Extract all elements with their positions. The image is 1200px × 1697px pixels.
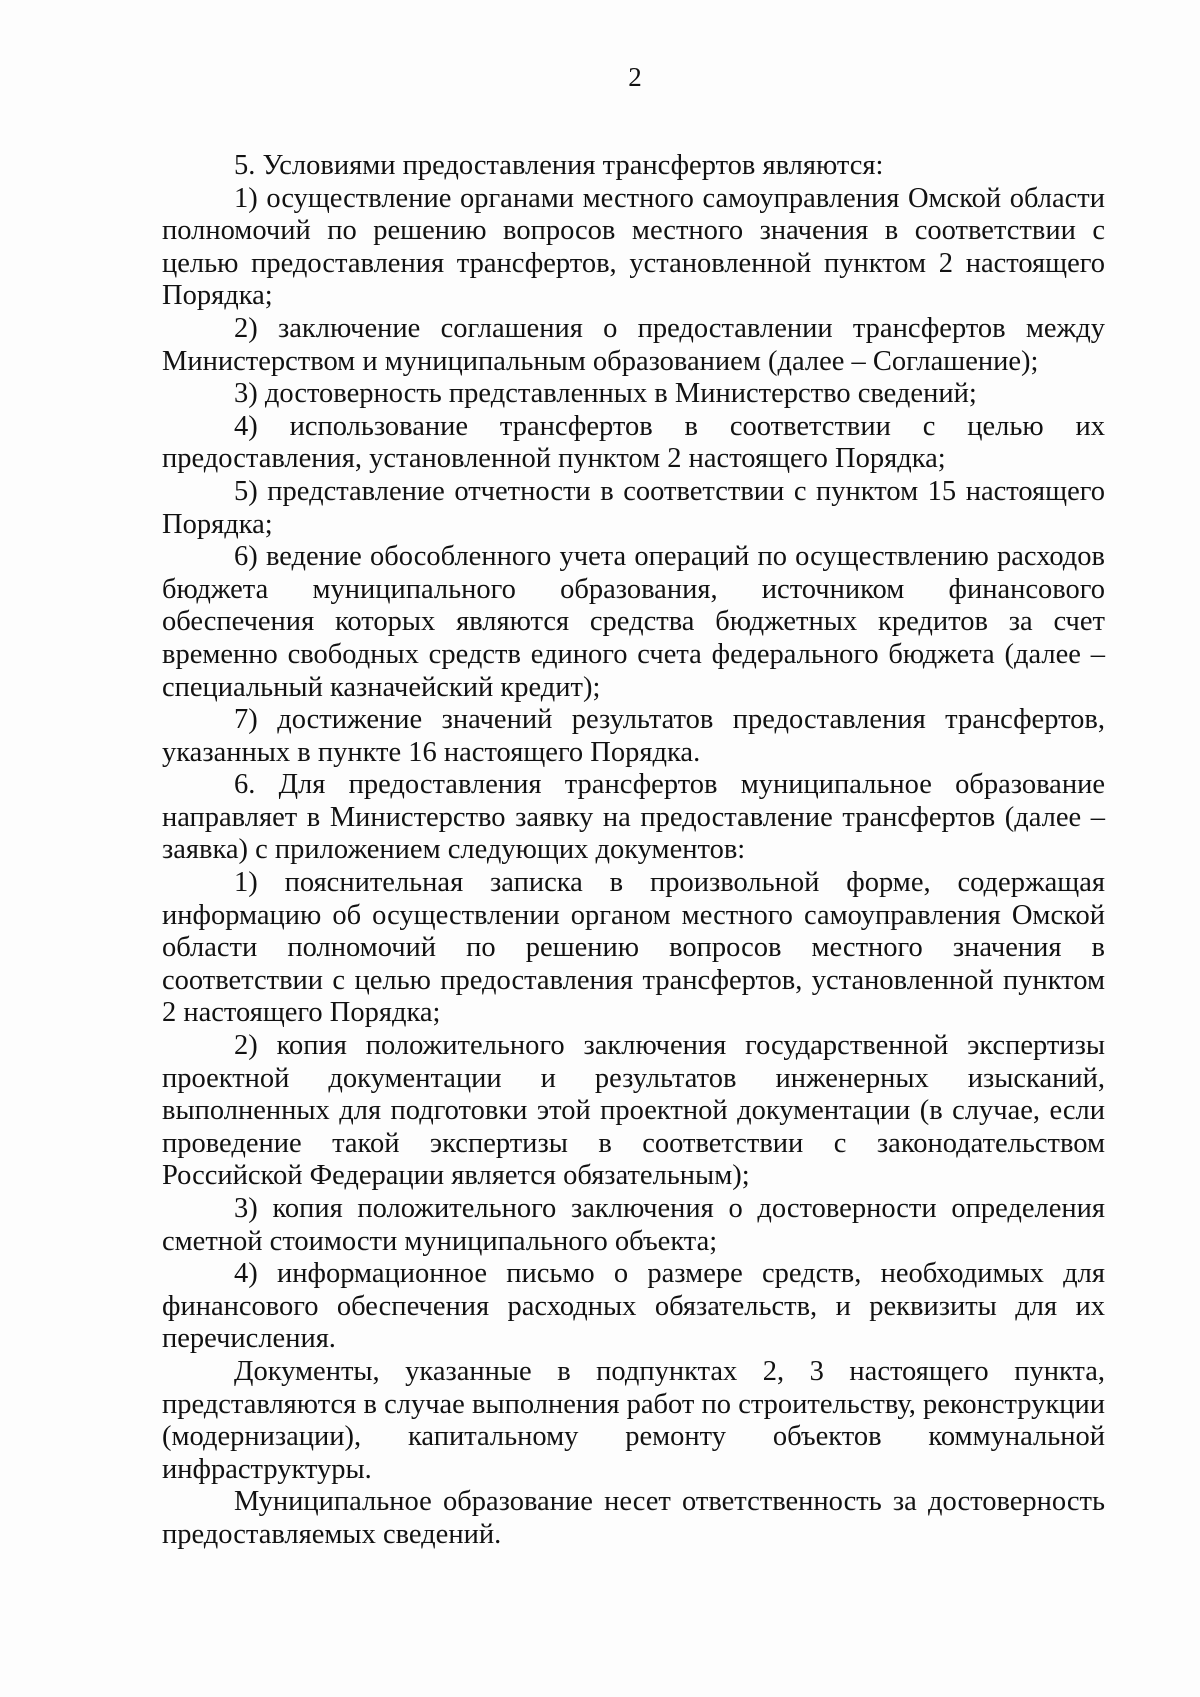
paragraph-5-item-5: 5) представление отчетности в соответствии с пунктом 15 настоящего Порядка;: [162, 475, 1105, 540]
paragraph-5-heading: 5. Условиями предоставления трансфертов являются:: [234, 150, 884, 181]
paragraph-5-item-2: 2) заключение соглашения о предоставлении трансфертов между Министерством и муниципальным образованием (далее – Соглашение);: [162, 312, 1105, 377]
paragraph-6-item-4: 4) информационное письмо о размере средств, необходимых для финансового обеспечения расходных обязательств, и реквизиты для их перечисления.: [162, 1258, 1105, 1355]
paragraph-5-item-7: 7) достижение значений результатов предоставления трансфертов, указанных в пункте 16 настоящего Порядка.: [162, 704, 1105, 768]
paragraph-5-item-6: 6) ведение обособленного учета операций по осуществлению расходов бюджета муниципального образования, источником финансового обеспечения которых являются средства бюджетных кредитов за счет временно свободных средств единого счета федерального бюджета (далее – специальный казначейский кредит);: [162, 541, 1105, 703]
paragraph-6-item-1: 1) пояснительная записка в произвольной форме, содержащая информацию об осуществлении органом местного самоуправления Омской области полномочий по решению вопросов местного значения в соответствии с целью предоставления трансфертов, установленной пунктом 2 настоящего Порядка;: [162, 867, 1105, 1029]
paragraph-6-note: Документы, указанные в подпунктах 2, 3 настоящего пункта, представляются в случае выполнения работ по строительству, реконструкции (модернизации), капитальному ремонту объектов коммунальной инфраструктуры.: [162, 1355, 1105, 1485]
page-number: 2: [628, 62, 642, 92]
paragraph-6-responsibility: Муниципальное образование несет ответственность за достоверность предоставляемых сведений.: [162, 1486, 1105, 1550]
paragraph-6-item-3: 3) копия положительного заключения о достоверности определения сметной стоимости муниципального объекта;: [162, 1193, 1105, 1257]
document-body: [162, 150, 1105, 1552]
paragraph-5-item-4: 4) использование трансфертов в соответствии с целью их предоставления, установленной пунктом 2 настоящего Порядка;: [162, 410, 1105, 475]
paragraph-6-heading: 6. Для предоставления трансфертов муниципальное образование направляет в Министерство заявку на предоставление трансфертов (далее – заявка) с приложением следующих документов:: [162, 769, 1105, 866]
paragraph-6-item-2: 2) копия положительного заключения государственной экспертизы проектной документации и результатов инженерных изысканий, выполненных для подготовки этой проектной документации (в случае, если проведение такой экспертизы в соответствии с законодательством Российской Федерации является обязательным);: [162, 1030, 1105, 1192]
paragraph-5-item-3: 3) достоверность представленных в Министерство сведений;: [234, 378, 977, 410]
paragraph-5-item-1: 1) осуществление органами местного самоуправления Омской области полномочий по решению вопросов местного значения в соответствии с целью предоставления трансфертов, установленной пунктом 2 настоящего Порядка;: [162, 182, 1105, 312]
